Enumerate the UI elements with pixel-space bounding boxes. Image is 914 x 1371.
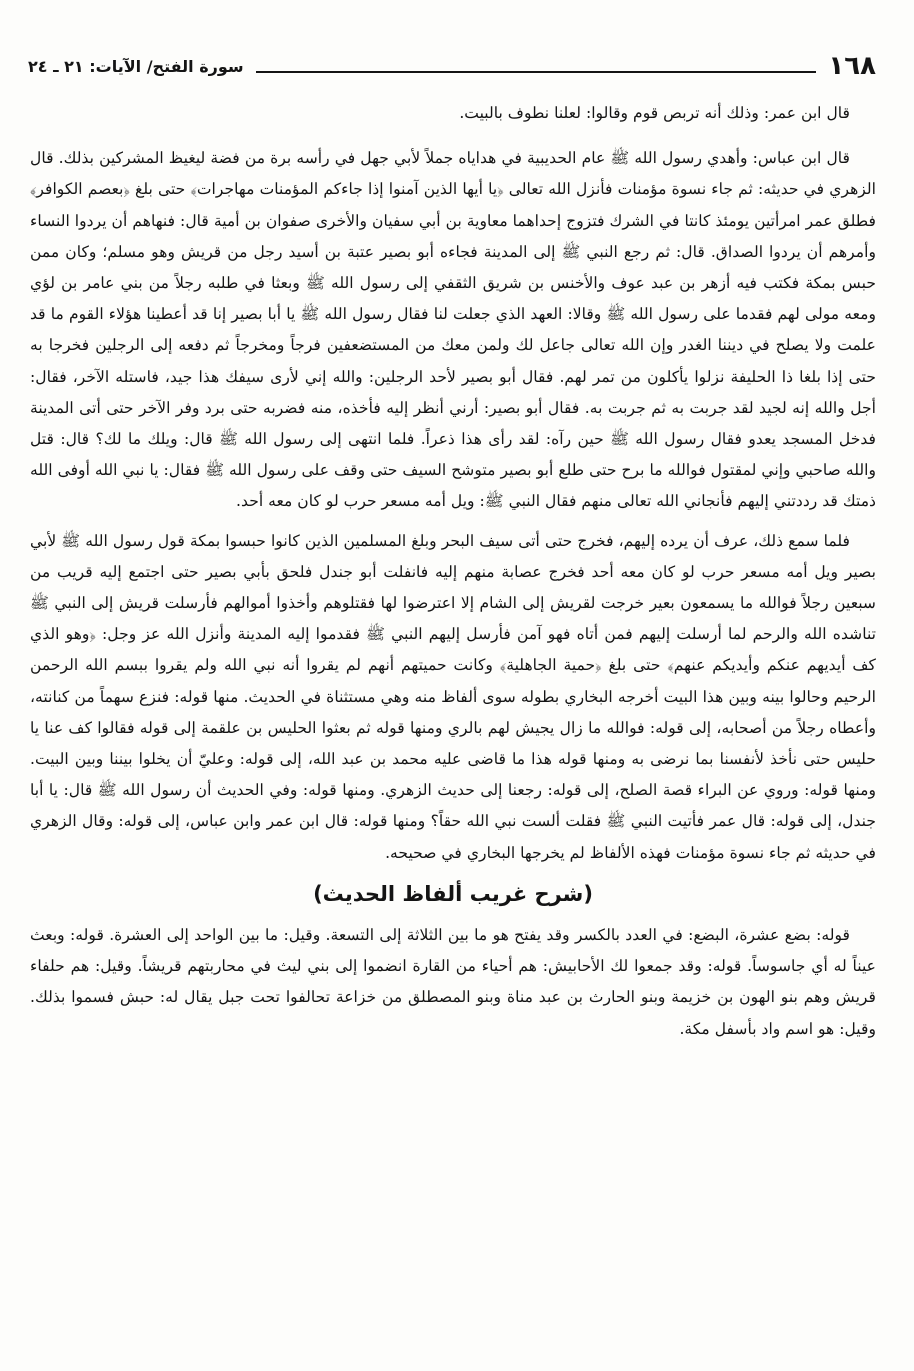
page-number: ١٦٨	[828, 51, 876, 81]
paragraph-glossary: قوله: بضع عشرة، البضع: في العدد بالكسر وقد يفتح هو ما بين الثلاثة إلى التسعة. وقيل: ما بين الواحد إلى العشرة. قوله: وبعث عيناً له أي جاسوساً. قوله: وقد جمعوا لك الأحابيش: هم أحياء من القارة انضموا إلى بني ليث في محاربتهم قريشاً. وقيل: هم حلفاء قريش وهم بنو الهون بن خزيمة وبنو الحارث بن عبد مناة وبنو المصطلق من خزاعة تحالفوا تحت جبل يقال له: حبش فسموا بذلك. وقيل: هو اسم واد بأسفل مكة.	[30, 926, 876, 1038]
running-title: سورة الفتح/ الآيات: ٢١ ـ ٢٤	[28, 56, 244, 76]
page-body	[30, 98, 876, 1053]
paragraph-abu-basir: فلما سمع ذلك، عرف أن يرده إليهم، فخرج حتى أتى سيف البحر وبلغ المسلمين الذين كانوا حبسوا بمكة قول رسول الله ﷺ لأبي بصير ويل أمه مسعر حرب لو كان معه أحد فخرج عصابة منهم إليه فانفلت أبو جندل فلحق بأبي بصير حتى اجتمع إليه قريب من سبعين رجلاً فوالله ما يسمعون بعير خرجت لقريش إلى الشام إلا اعترضوا لها فقتلوهم وأخذوا أموالهم فأرسلت قريش إلى النبي ﷺ تناشده الله والرحم لما أرسلت إليهم فمن أتاه فهو آمن فأرسل إليهم النبي ﷺ فقدموا إليه المدينة وأنزل الله عز وجل: ﴿وهو الذي كف أيديهم عنكم وأيديكم عنهم﴾ حتى بلغ ﴿حمية الجاهلية﴾ وكانت حميتهم أنهم لم يقروا أنه نبي الله ولم يقروا ببسم الله الرحمن الرحيم وحالوا بينه وبين هذا البيت أخرجه البخاري بطوله سوى ألفاظ منه وهي مستثناة في الحديث. منها قوله: فنزع سهماً من كنانته، وأعطاه رجلاً من أصحابه، إلى قوله: فوالله ما زال يجيش لهم بالري ومنها قوله ثم بعثوا الحليس بن علقمة إلى قوله فقالوا كف عنا يا حليس حتى نأخذ لأنفسنا بما نرضى به ومنها قوله هذا ما قاضى عليه محمد بن عبد الله، إلى قوله: وعليّ أن يخلوا بيننا وبين البيت. ومنها قوله: وروي عن البراء قصة الصلح، إلى قوله: رجعنا إلى حديث الزهري. ومنها قوله: وفي الحديث أن رسول الله ﷺ قال: يا أبا جندل، إلى قوله: قال عمر فأتيت النبي ﷺ فقلت ألست نبي الله حقاً؟ ومنها قوله: قال ابن عمر وابن عباس، إلى قوله: وقال الزهري في حديثه ثم جاء نسوة مؤمنات فهذه الألفاظ لم يخرجها البخاري في صحيحه.	[30, 531, 876, 862]
section-heading: (شرح غريب ألفاظ الحديث)	[313, 881, 593, 906]
paragraph-ibn-umar: قال ابن عمر: وذلك أنه تربص قوم وقالوا: لعلنا نطوف بالبيت.	[459, 104, 850, 122]
paragraph-ibn-abbas: قال ابن عباس: وأهدي رسول الله ﷺ عام الحديبية في هداياه جملاً لأبي جهل في رأسه برة من فضة ليغيظ المشركين بذلك. قال الزهري في حديثه: ثم جاء نسوة مؤمنات فأنزل الله تعالى ﴿يا أيها الذين آمنوا إذا جاءكم المؤمنات مهاجرات﴾ حتى بلغ ﴿بعصم الكوافر﴾ فطلق عمر امرأتين يومئذ كانتا في الشرك فتزوج إحداهما معاوية بن أبي سفيان والأخرى صفوان بن أمية قال: فنهاهم أن يردوا النساء وأمرهم أن يردوا الصداق. قال: ثم رجع النبي ﷺ إلى المدينة فجاءه أبو بصير عتبة بن أسيد رجل من قريش وهو مسلم؛ وكان ممن حبس بمكة فكتب فيه أزهر بن عبد عوف والأخنس بن شريق الثقفي إلى رسول الله ﷺ وبعثا في طلبه رجلاً من بني عامر بن لؤي ومعه مولى لهم فقدما على رسول الله ﷺ وقالا: العهد الذي جعلت لنا فقال رسول الله ﷺ يا أبا بصير إنا قد أعطينا هؤلاء القوم ما قد علمت ولا يصلح في ديننا الغدر وإن الله تعالى جاعل لك ولمن معك من المستضعفين فرجاً ومخرجاً ثم دفعه إلى الرجلين فخرجا به حتى إذا بلغا ذا الحليفة نزلوا يأكلون من تمر لهم. فقال أبو بصير لأحد الرجلين: والله إني لأرى سيفك هذا جيد، فاستله الآخر، فقال: أجل والله إنه لجيد لقد جربت به ثم جربت به. فقال أبو بصير: أرني أنظر إليه فأخذه، منه فضربه حتى برد وفر الآخر حتى أتى المدينة فدخل المسجد يعدو فقال رسول الله ﷺ حين رآه: لقد رأى هذا ذعراً. فلما انتهى إلى رسول الله ﷺ قال: ويلك ما لك؟ قال: قتل والله صاحبي وإني لمقتول فوالله ما برح حتى طلع أبو بصير متوشح السيف حتى وقف على رسول الله ﷺ فقال: يا نبي الله أوفى الله ذمتك قد رددتني إليهم فأنجاني الله تعالى منهم فقال النبي ﷺ: ويل أمه مسعر حرب لو كان معه أحد.	[30, 149, 876, 511]
header-rule	[256, 71, 817, 73]
page-header	[28, 48, 876, 84]
